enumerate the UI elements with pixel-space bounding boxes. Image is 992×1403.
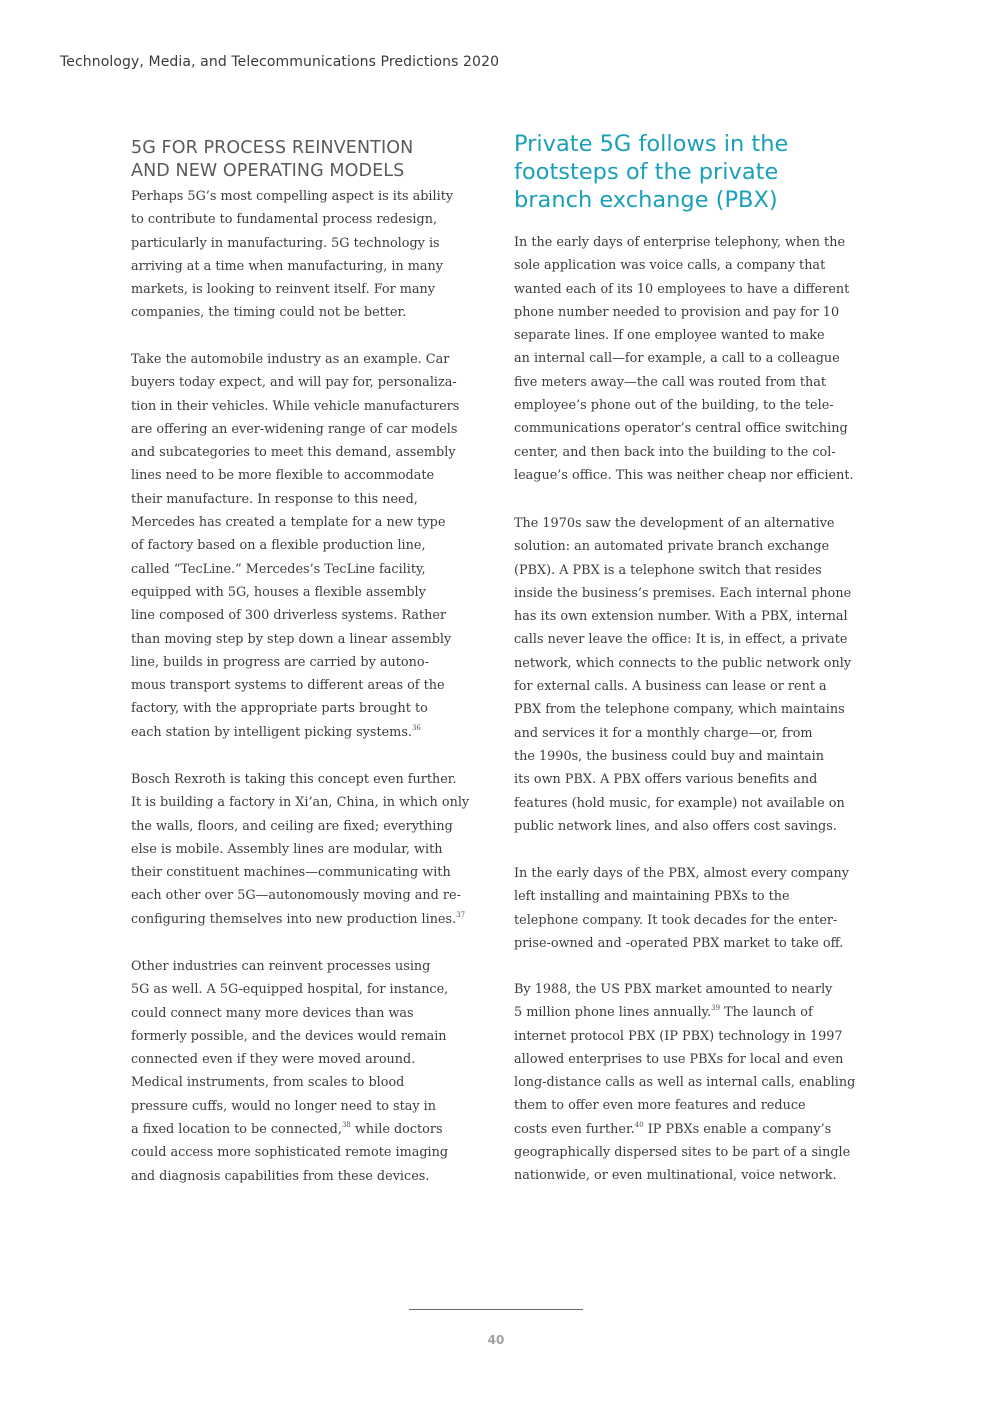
paragraph xyxy=(131,768,469,931)
text-line: mous transport systems to different areas of the xyxy=(131,678,445,694)
text-line: calls never leave the office: It is, in effect, a private xyxy=(514,632,848,648)
text-line: In the early days of the PBX, almost every company xyxy=(514,866,850,881)
text-line: each other over 5G—autonomously moving and re- xyxy=(131,888,461,904)
text-line: pressure cuffs, would no longer need to stay in xyxy=(131,1098,437,1114)
text-line: In the early days of enterprise telephony, when the xyxy=(514,235,846,250)
section-heading-line: 5G FOR PROCESS REINVENTION xyxy=(131,138,414,158)
text-line xyxy=(131,721,459,744)
running-header-title: Technology, Media, and Telecommunications Predictions 2020 xyxy=(60,54,500,70)
paragraph xyxy=(131,185,453,325)
footer-divider xyxy=(409,1309,583,1310)
text-line: nationwide, or even multinational, voice network. xyxy=(514,1168,837,1184)
text-line: prise-owned and -operated PBX market to take off. xyxy=(514,935,844,951)
text-line: network, which connects to the public network only xyxy=(514,655,852,671)
title-line: branch exchange (PBX) xyxy=(514,187,778,213)
footnote-ref: 39 xyxy=(711,1004,721,1013)
footnote-ref: 38 xyxy=(341,1121,351,1130)
text-line: and diagnosis capabilities from these devices. xyxy=(131,1168,430,1184)
text-line: By 1988, the US PBX market amounted to nearly xyxy=(514,982,833,997)
text-run: The launch of xyxy=(720,1005,813,1021)
text-line: five meters away—the call was routed from that xyxy=(514,374,827,390)
text-line xyxy=(131,908,469,931)
text-line: inside the business’s premises. Each internal phone xyxy=(514,585,852,601)
text-line: are offering an ever-widening range of car models xyxy=(131,421,458,437)
text-line: center, and then back into the building to the col- xyxy=(514,444,836,460)
text-line: separate lines. If one employee wanted to make xyxy=(514,328,825,344)
text-line: companies, the timing could not be better. xyxy=(131,305,407,321)
text-line: markets, is looking to reinvent itself. For many xyxy=(131,282,436,298)
text-line: features (hold music, for example) not available on xyxy=(514,795,845,811)
text-run: each station by intelligent picking systems. xyxy=(131,724,412,740)
text-line: Medical instruments, from scales to blood xyxy=(131,1075,405,1091)
paragraph xyxy=(514,231,854,487)
text-run: costs even further. xyxy=(514,1121,635,1137)
footnote-ref: 37 xyxy=(456,910,466,919)
text-line: lines need to be more flexible to accommodate xyxy=(131,468,435,484)
text-line: of factory based on a flexible production line, xyxy=(131,538,426,554)
text-line: its own PBX. A PBX offers various benefits and xyxy=(514,772,818,788)
text-line: could access more sophisticated remote imaging xyxy=(131,1145,449,1161)
text-line: else is mobile. Assembly lines are modular, with xyxy=(131,841,443,857)
text-line: factory, with the appropriate parts brought to xyxy=(131,701,428,717)
text-line: called “TecLine.” Mercedes’s TecLine facility, xyxy=(131,561,426,577)
text-line: solution: an automated private branch exchange xyxy=(514,539,830,555)
text-run: configuring themselves into new production lines. xyxy=(131,911,457,927)
text-line: phone number needed to provision and pay for 10 xyxy=(514,304,840,320)
text-line: their constituent machines—communicating with xyxy=(131,865,451,881)
text-line xyxy=(514,1001,855,1024)
text-line: line, builds in progress are carried by autono- xyxy=(131,654,429,670)
text-line: to contribute to fundamental process redesign, xyxy=(131,212,438,228)
text-line: arriving at a time when manufacturing, in many xyxy=(131,258,443,274)
text-run: while doctors xyxy=(350,1122,443,1138)
text-line: formerly possible, and the devices would remain xyxy=(131,1028,447,1044)
paragraph xyxy=(131,955,448,1188)
text-line: 5G as well. A 5G-equipped hospital, for instance, xyxy=(131,982,449,998)
footnote-ref: 36 xyxy=(411,723,421,732)
text-line: geographically dispersed sites to be part of a single xyxy=(514,1145,851,1161)
text-line: the walls, floors, and ceiling are fixed; everything xyxy=(131,818,453,834)
text-line xyxy=(131,1118,448,1141)
section-heading-line: AND NEW OPERATING MODELS xyxy=(131,161,405,181)
text-line: (PBX). A PBX is a telephone switch that resides xyxy=(514,562,822,578)
text-line: Perhaps 5G’s most compelling aspect is its ability xyxy=(131,189,454,204)
text-line: Take the automobile industry as an example. Car xyxy=(131,352,450,367)
text-line: Other industries can reinvent processes using xyxy=(131,959,431,974)
page-number: 40 xyxy=(487,1333,505,1347)
text-line: league’s office. This was neither cheap nor efficient. xyxy=(514,467,854,483)
text-line: PBX from the telephone company, which maintains xyxy=(514,702,845,718)
text-line: and subcategories to meet this demand, assembly xyxy=(131,445,456,461)
paragraph xyxy=(514,862,849,955)
text-line: employee’s phone out of the building, to the tele- xyxy=(514,398,834,414)
text-line: buyers today expect, and will pay for, personaliza- xyxy=(131,375,457,391)
text-line: communications operator’s central office switching xyxy=(514,421,848,437)
article-title xyxy=(514,130,874,214)
text-line: left installing and maintaining PBXs to the xyxy=(514,889,790,905)
paragraph xyxy=(514,978,855,1188)
text-line: Mercedes has created a template for a new type xyxy=(131,515,446,531)
text-line xyxy=(514,1118,855,1141)
text-line: them to offer even more features and reduce xyxy=(514,1098,806,1114)
text-line: The 1970s saw the development of an alternative xyxy=(514,516,835,531)
text-line: wanted each of its 10 employees to have a different xyxy=(514,281,850,297)
section-heading xyxy=(131,137,491,183)
text-line: public network lines, and also offers cost savings. xyxy=(514,818,837,834)
text-line: allowed enterprises to use PBXs for local and even xyxy=(514,1051,844,1067)
paragraph xyxy=(514,512,851,838)
text-line: connected even if they were moved around. xyxy=(131,1052,416,1068)
text-line: their manufacture. In response to this need, xyxy=(131,491,418,507)
text-line: telephone company. It took decades for the enter- xyxy=(514,912,838,928)
text-line: equipped with 5G, houses a flexible assembly xyxy=(131,584,426,600)
text-line: sole application was voice calls, a company that xyxy=(514,258,826,274)
text-line: It is building a factory in Xi’an, China, in which only xyxy=(131,795,470,811)
text-line: for external calls. A business can lease or rent a xyxy=(514,679,827,695)
text-line: Bosch Rexroth is taking this concept even further. xyxy=(131,772,457,787)
text-line: than moving step by step down a linear assembly xyxy=(131,631,452,647)
text-line: and services it for a monthly charge—or, from xyxy=(514,725,813,741)
text-run: IP PBXs enable a company’s xyxy=(643,1121,832,1137)
title-line: footsteps of the private xyxy=(514,159,779,185)
text-line: has its own extension number. With a PBX, internal xyxy=(514,609,848,625)
text-line: could connect many more devices than was xyxy=(131,1005,414,1021)
text-line: internet protocol PBX (IP PBX) technology in 1997 xyxy=(514,1028,843,1044)
text-run: 5 million phone lines annually. xyxy=(514,1005,712,1021)
text-line: the 1990s, the business could buy and maintain xyxy=(514,748,824,764)
text-line: line composed of 300 driverless systems. Rather xyxy=(131,608,447,624)
footnote-ref: 40 xyxy=(634,1120,644,1129)
text-line: an internal call—for example, a call to a colleague xyxy=(514,351,840,367)
text-line: particularly in manufacturing. 5G technology is xyxy=(131,235,440,251)
paragraph xyxy=(131,348,459,744)
text-line: long-distance calls as well as internal calls, enabling xyxy=(514,1075,856,1091)
text-run: a fixed location to be connected, xyxy=(131,1122,342,1138)
text-line: tion in their vehicles. While vehicle manufacturers xyxy=(131,398,460,414)
title-line: Private 5G follows in the xyxy=(514,131,789,157)
